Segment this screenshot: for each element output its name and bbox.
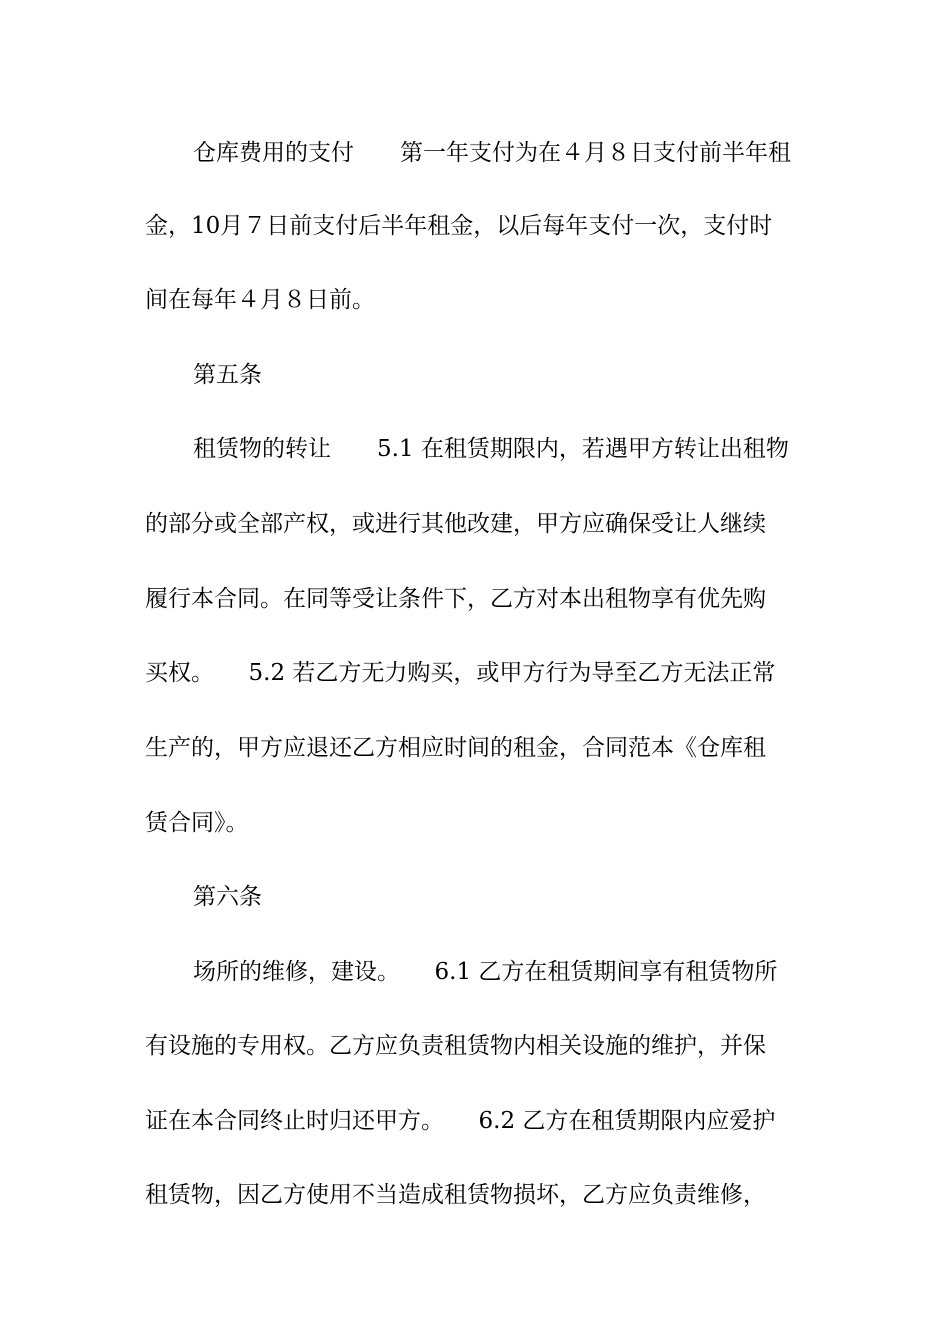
article-heading: 第六条: [193, 884, 262, 910]
article-heading: 第五条: [193, 362, 262, 388]
paragraph-line: 租赁物，因乙方使用不当造成租赁物损坏，乙方应负责维修，: [145, 1182, 766, 1208]
paragraph-line: 买权。 5.2 若乙方无力购买，或甲方行为导至乙方无法正常: [145, 660, 776, 686]
paragraph-line: 生产的，甲方应退还乙方相应时间的租金，合同范本《仓库租: [145, 735, 766, 761]
paragraph-line: 赁合同》。: [145, 810, 249, 836]
paragraph-line: 金，10月７日前支付后半年租金，以后每年支付一次，支付时: [145, 213, 773, 239]
paragraph-line: 证在本合同终止时归还甲方。 6.2 乙方在租赁期限内应爱护: [145, 1108, 776, 1134]
paragraph-line: 仓库费用的支付 第一年支付为在４月８日支付前半年租: [193, 140, 791, 166]
paragraph-line: 的部分或全部产权，或进行其他改建，甲方应确保受让人继续: [145, 511, 766, 537]
paragraph-line: 场所的维修，建设。 6.1 乙方在租赁期间享有租赁物所: [193, 959, 778, 985]
paragraph-line: 租赁物的转让 5.1 在租赁期限内，若遇甲方转让出租物: [193, 436, 789, 462]
paragraph-line: 有设施的专用权。乙方应负责租赁物内相关设施的维护，并保: [145, 1033, 766, 1059]
paragraph-line: 履行本合同。在同等受让条件下，乙方对本出租物享有优先购: [145, 586, 766, 612]
paragraph-line: 间在每年４月８日前。: [145, 287, 375, 313]
